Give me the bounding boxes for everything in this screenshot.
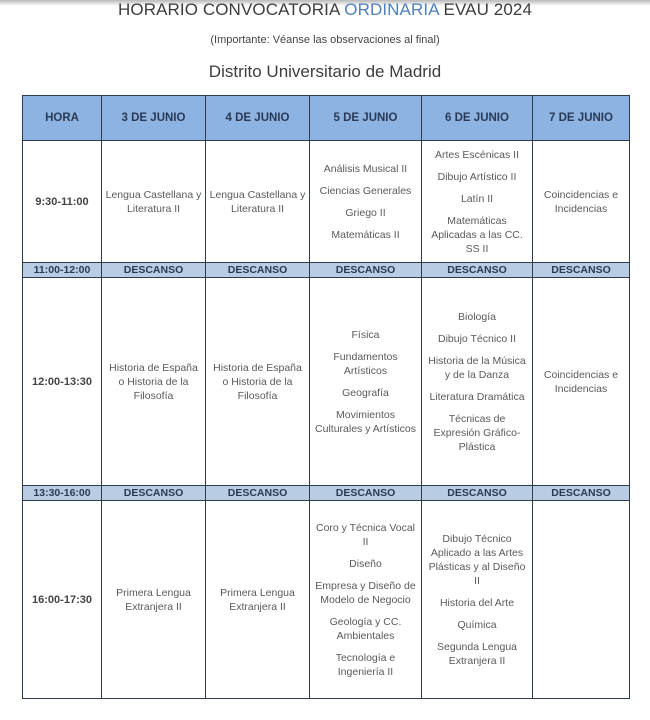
subject-name: Empresa y Diseño de Modelo de Negocio	[315, 579, 416, 606]
column-header-day: 4 DE JUNIO	[206, 96, 310, 141]
break-cell: DESCANSO	[422, 263, 533, 278]
page-title	[0, 0, 650, 20]
column-header-day: 3 DE JUNIO	[102, 96, 206, 141]
schedule-cell	[310, 141, 422, 263]
break-cell: DESCANSO	[206, 486, 310, 501]
break-cell: DESCANSO	[310, 263, 422, 278]
subject-name: Dibujo Técnico II	[437, 332, 516, 345]
schedule-cell	[422, 141, 533, 263]
schedule-cell	[533, 141, 630, 263]
schedule-cell	[310, 501, 422, 699]
schedule-cell	[533, 278, 630, 486]
subject-name: Historia de España o Historia de la Filosofía	[109, 361, 198, 402]
schedule-cell	[533, 501, 630, 699]
subject-name: Técnicas de Expresión Gráfico-Plástica	[433, 412, 521, 453]
subject-name: Análisis Musical II	[323, 162, 408, 175]
column-header-day: 6 DE JUNIO	[422, 96, 533, 141]
exam-schedule-table	[22, 95, 630, 699]
subject-name: Fundamentos Artísticos	[333, 350, 398, 377]
time-slot: 16:00-17:30	[23, 501, 102, 699]
column-header-hora: HORA	[23, 96, 102, 141]
exam-row	[23, 501, 630, 699]
subject-name: Lengua Castellana y Literatura II	[209, 188, 306, 215]
column-header-day: 5 DE JUNIO	[310, 96, 422, 141]
schedule-cell	[102, 141, 206, 263]
subject-name: Ciencias Generales	[319, 184, 412, 197]
subject-name: Geografía	[342, 386, 389, 399]
schedule-cell	[102, 278, 206, 486]
subject-name: Física	[351, 328, 380, 341]
subject-name: Química	[457, 618, 497, 631]
subject-name: Historia de la Música y de la Danza	[428, 354, 526, 381]
exam-row	[23, 141, 630, 263]
break-cell: DESCANSO	[310, 486, 422, 501]
subject-name: Dibujo Técnico Aplicado a las Artes Plásticas y al Diseño II	[428, 532, 526, 587]
time-slot: 11:00-12:00	[23, 263, 102, 278]
subject-name: Artes Escénicas II	[434, 148, 520, 161]
subject-name: Diseño	[349, 557, 382, 570]
subject-name: Latín II	[460, 192, 494, 205]
break-row	[23, 486, 630, 501]
schedule-cell	[422, 278, 533, 486]
subject-name: Coro y Técnica Vocal II	[315, 521, 416, 548]
title-accent: ORDINARIA	[344, 0, 439, 19]
subject-name: Biología	[458, 310, 496, 323]
subject-name: Coincidencias e Incidencias	[543, 188, 619, 215]
subject-name: Primera Lengua Extranjera II	[116, 586, 191, 613]
break-cell: DESCANSO	[102, 263, 206, 278]
subject-name: Coincidencias e Incidencias	[543, 368, 619, 395]
schedule-cell	[206, 141, 310, 263]
district-heading: Distrito Universitario de Madrid	[208, 62, 442, 81]
schedule-cell	[206, 278, 310, 486]
subject-name: Lengua Castellana y Literatura II	[105, 188, 202, 215]
subject-name: Historia del Arte	[439, 596, 515, 609]
subject-name: Matemáticas II	[331, 228, 400, 241]
header-row	[23, 96, 630, 141]
schedule-cell	[422, 501, 533, 699]
schedule-cell	[206, 501, 310, 699]
time-slot: 13:30-16:00	[23, 486, 102, 501]
schedule-body	[23, 141, 630, 699]
subject-name: Matemáticas Aplicadas a las CC. SS II	[431, 214, 523, 255]
title-text-end: EVAU 2024	[438, 0, 532, 19]
time-slot: 12:00-13:30	[23, 278, 102, 486]
column-header-day: 7 DE JUNIO	[533, 96, 630, 141]
title-text: HORARIO CONVOCATORIA	[118, 0, 345, 19]
break-cell: DESCANSO	[533, 263, 630, 278]
subject-name: Geología y CC. Ambientales	[329, 615, 402, 642]
subject-name: Literatura Dramática	[429, 390, 525, 403]
schedule-cell	[310, 278, 422, 486]
subtitle-note: (Importante: Véanse las observaciones al final)	[210, 34, 440, 46]
subject-name: Dibujo Artístico II	[437, 170, 517, 183]
break-cell: DESCANSO	[102, 486, 206, 501]
subject-name: Griego II	[345, 206, 386, 219]
subject-name: Movimientos Culturales y Artísticos	[315, 408, 416, 435]
break-cell: DESCANSO	[206, 263, 310, 278]
time-slot: 9:30-11:00	[23, 141, 102, 263]
break-cell: DESCANSO	[422, 486, 533, 501]
exam-row	[23, 278, 630, 486]
subject-name: Tecnología e Ingeniería II	[335, 651, 396, 678]
subject-name: Primera Lengua Extranjera II	[220, 586, 295, 613]
subject-name: Segunda Lengua Extranjera II	[437, 640, 517, 667]
subject-name: Historia de España o Historia de la Filosofía	[213, 361, 302, 402]
schedule-cell	[102, 501, 206, 699]
break-row	[23, 263, 630, 278]
break-cell: DESCANSO	[533, 486, 630, 501]
